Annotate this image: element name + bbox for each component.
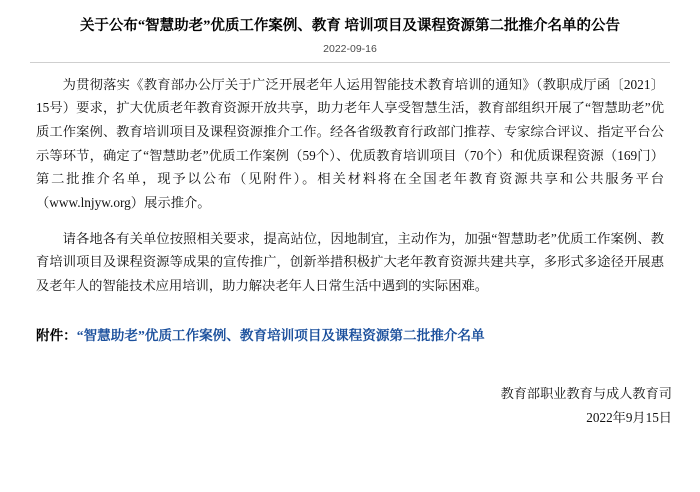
body-paragraph: 请各地各有关单位按照相关要求，提高站位，因地制宜，主动作为，加强“智慧助老”优质工作案例、教育培训项目及课程资源等成果的宣传推广，创新举措积极扩大老年教育资源共建共享，多形式多途径开展惠及老年人的智能技术应用培训，助力解决老年人日常生活中遇到的实际困难。 [36, 230, 664, 293]
body-paragraph: 为贯彻落实《教育部办公厅关于广泛开展老年人运用智能技术教育培训的通知》（教职成厅函〔2021〕15号）要求，扩大优质老年教育资源开放共享，助力老年人享受智慧生活，教育部组织开展了“智慧助老”优质工作案例、教育培训项目及课程资源推介工作。经各省级教育行政部门推荐、专家综合评议、指定平台公示等环节，确定了“智慧助老”优质工作案例（59个）、优质教育培训项目（70个）和优质课程资源（169门）第二批推介名单，现予以公布（见附件）。相关材料将在全国老年教育资源共享和公共服务平台（www.lnjyw.org）展示推介。 [36, 76, 664, 211]
page-title: 关于公布“智慧助老”优质工作案例、教育 培训项目及课程资源第二批推介名单的公告 [79, 18, 621, 34]
document-body [0, 63, 700, 298]
signature-date: 2022年9月15日 [586, 409, 672, 425]
signature-department: 教育部职业教育与成人教育司 [500, 385, 672, 401]
attachment-link[interactable]: “智慧助老”优质工作案例、教育培训项目及课程资源第二批推介名单 [76, 327, 485, 343]
publish-date: 2022-09-16 [323, 42, 377, 55]
attachment-line [0, 310, 700, 347]
attachment-label: 附件： [36, 327, 77, 343]
title-block [0, 0, 700, 55]
